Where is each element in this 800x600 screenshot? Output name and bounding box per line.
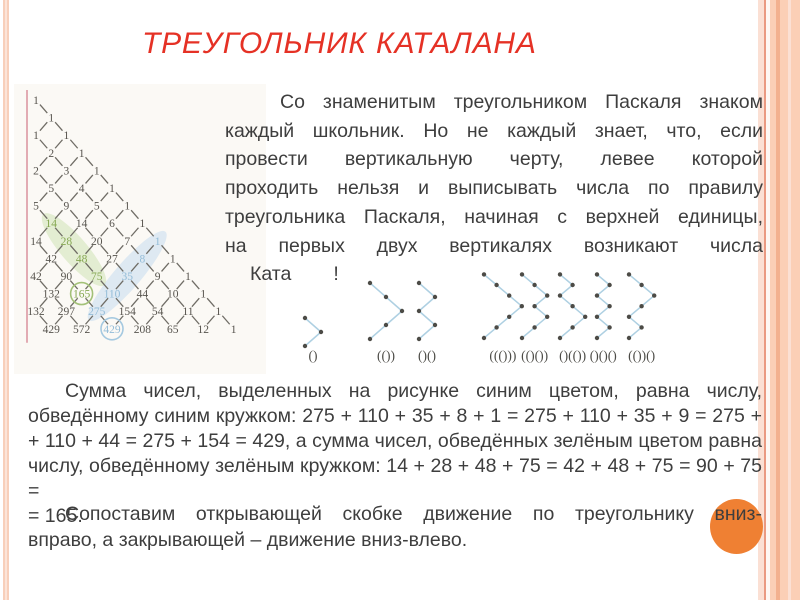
lattice-number: 2 — [48, 147, 55, 160]
path-dot — [494, 325, 498, 329]
text-line: каждый школьник. Но не каждый знает, что, если — [225, 119, 763, 142]
bracket-paths-figure — [293, 264, 693, 368]
lattice-number: 3 — [63, 165, 70, 178]
lattice-number: 1 — [33, 95, 39, 107]
lattice-number: 5 — [93, 200, 100, 213]
lattice-number: 27 — [106, 253, 118, 266]
text-line: Сопоставим открывающей скобке движение по треугольнику вниз- — [65, 503, 762, 525]
text-line: числу, обведённому зелёным кружком: 14 + 28 + 48 + 75 = 42 + 48 + 75 = 90 + 75 = — [28, 455, 762, 502]
path-dot — [417, 281, 421, 285]
lattice-number: 65 — [167, 323, 179, 336]
lattice-number: 9 — [63, 200, 70, 213]
text-line: вправо, а закрывающей – движение вниз-влево. — [28, 529, 468, 551]
bracket-label: () — [308, 348, 318, 363]
lattice-number: 90 — [60, 271, 73, 283]
lattice-number: 165 — [72, 288, 91, 301]
lattice-number: 275 — [88, 306, 106, 319]
lattice-number: 14 — [75, 218, 88, 231]
path-dot — [558, 272, 562, 276]
path-dot — [627, 272, 631, 276]
path-dot — [417, 337, 421, 341]
lattice-number: 5 — [48, 183, 55, 195]
text-line: = 165. — [28, 505, 83, 527]
lattice-number: 42 — [30, 271, 42, 283]
text-line: Сумма чисел, выделенных на рисунке синим цветом, равна числу, — [65, 380, 762, 402]
text-line: проходить нельзя и выписывать числа по правилу — [225, 177, 763, 200]
lattice-number: 35 — [121, 271, 133, 283]
path-dot — [520, 304, 524, 308]
path-dot — [595, 315, 599, 319]
path-dot — [652, 293, 656, 297]
lattice-number: 1 — [154, 235, 161, 248]
path-dot — [417, 309, 421, 313]
path-dot — [532, 283, 536, 287]
lattice-number: 12 — [197, 323, 209, 336]
lattice-number: 7 — [124, 235, 131, 248]
path-dot — [583, 315, 587, 319]
path-dot — [595, 293, 599, 297]
right-border-stripe — [758, 0, 800, 600]
lattice-number: 28 — [60, 235, 73, 248]
lattice-number: 14 — [45, 218, 57, 231]
lattice-number: 1 — [139, 218, 146, 231]
lattice-number: 44 — [136, 288, 149, 301]
path-dot — [384, 295, 388, 299]
bracket-path-item — [482, 272, 524, 363]
lattice-number: 2 — [33, 165, 39, 178]
path-dot — [507, 315, 511, 319]
path-dot — [433, 323, 437, 327]
path-dot — [570, 325, 574, 329]
path-dot — [507, 293, 511, 297]
lattice-number: 1 — [63, 130, 70, 143]
lattice-number: 9 — [154, 271, 161, 283]
path-dot — [319, 330, 323, 334]
lattice-number: 1 — [169, 253, 176, 266]
lattice-number: 1 — [185, 271, 191, 283]
left-border-stripe — [3, 0, 9, 600]
path-dot — [570, 304, 574, 308]
lattice-number: 110 — [103, 288, 121, 301]
bracket-path-item — [558, 272, 588, 363]
path-dot — [639, 304, 643, 308]
intro-exclamation: ! — [333, 263, 339, 286]
path-dot — [607, 325, 611, 329]
path-dot — [520, 336, 524, 340]
path-dot — [520, 272, 524, 276]
bracket-path-item — [627, 272, 657, 363]
bracket-path-item — [590, 272, 617, 363]
path-dot — [482, 272, 486, 276]
lattice-number: 75 — [91, 271, 103, 283]
lattice-number: 6 — [109, 218, 115, 231]
lattice-number: 8 — [139, 253, 146, 266]
path-dot — [595, 272, 599, 276]
bracket-label: ()(()) — [559, 348, 587, 363]
intro-lines — [225, 88, 763, 260]
lattice-number: 208 — [133, 323, 152, 336]
path-dot — [570, 283, 574, 287]
path-dot — [607, 283, 611, 287]
lattice-number: 10 — [167, 288, 179, 301]
lattice-number: 429 — [42, 323, 60, 336]
path-dot — [545, 293, 549, 297]
bracket-label: (()()) — [521, 348, 549, 363]
path-dot — [627, 336, 631, 340]
path-dot — [482, 336, 486, 340]
lattice-number: 20 — [91, 235, 103, 248]
lattice-number: 132 — [27, 306, 45, 319]
lattice-number: 1 — [48, 112, 55, 125]
text-line: Со знаменитым треугольником Паскаля знаком — [280, 91, 763, 113]
lattice-number: 1 — [33, 130, 39, 143]
lattice-number: 54 — [151, 306, 164, 319]
lattice-number: 429 — [103, 323, 121, 336]
lattice-number: 48 — [75, 253, 88, 266]
path-dot — [595, 336, 599, 340]
bracket-path-item — [368, 281, 404, 363]
lattice-number: 1 — [215, 306, 222, 319]
path-dot — [639, 325, 643, 329]
lattice-number: 5 — [33, 200, 39, 213]
path-dot — [368, 281, 372, 285]
lattice-number: 1 — [200, 288, 207, 301]
lattice-number: 4 — [78, 183, 85, 195]
slide-title: ТРЕУГОЛЬНИК КАТАЛАНА — [142, 27, 537, 60]
text-line: обведённому синим кружком: 275 + 110 + 35 + 8 + 1 = 275 + 110 + 35 + 9 = 275 + — [28, 405, 762, 427]
text-line: на первых двух вертикалях возникают числа — [225, 234, 763, 257]
path-dot — [368, 337, 372, 341]
lattice-number: 572 — [72, 323, 91, 336]
path-dot — [558, 336, 562, 340]
text-line: провести вертикальную черту, левее которой — [225, 148, 763, 171]
move-paragraph — [28, 501, 762, 553]
bracket-label: ()() — [418, 348, 436, 363]
path-dot — [558, 293, 562, 297]
bracket-label: (())() — [628, 348, 656, 363]
text-line: + 110 + 44 = 275 + 154 = 429, а сумма чисел, обведённых зелёным цветом равна — [28, 430, 762, 452]
bracket-path-item — [520, 272, 550, 363]
path-dot — [639, 283, 643, 287]
intro-paragraph — [225, 88, 763, 289]
lattice-number: 1 — [93, 165, 100, 178]
lattice-number: 1 — [124, 200, 131, 213]
lattice-number: 154 — [118, 306, 136, 319]
lattice-number: 132 — [42, 288, 60, 301]
path-dot — [433, 295, 437, 299]
lattice-number: 1 — [230, 323, 237, 336]
path-dot — [303, 316, 307, 320]
lattice-number: 297 — [57, 306, 76, 319]
intro-tail-word: Ката — [250, 263, 292, 286]
path-dot — [532, 304, 536, 308]
bracket-label: (()) — [377, 348, 395, 363]
bracket-path-item — [303, 316, 323, 363]
lattice-number: 42 — [45, 253, 57, 266]
path-dot — [384, 323, 388, 327]
text-line: треугольника Паскаля, начиная с верхней единицы, — [225, 205, 763, 228]
lattice-number: 11 — [182, 306, 194, 319]
bracket-label: ()()() — [589, 348, 617, 363]
path-dot — [494, 283, 498, 287]
path-dot — [303, 344, 307, 348]
lattice-number: 1 — [109, 183, 115, 195]
path-dot — [627, 315, 631, 319]
lattice-number: 1 — [78, 147, 85, 160]
bracket-path-item — [417, 281, 437, 363]
bracket-label: ((())) — [489, 348, 517, 363]
lattice-number: 14 — [30, 235, 42, 248]
path-dot — [400, 309, 404, 313]
path-dot — [607, 304, 611, 308]
path-dot — [545, 315, 549, 319]
path-dot — [532, 325, 536, 329]
